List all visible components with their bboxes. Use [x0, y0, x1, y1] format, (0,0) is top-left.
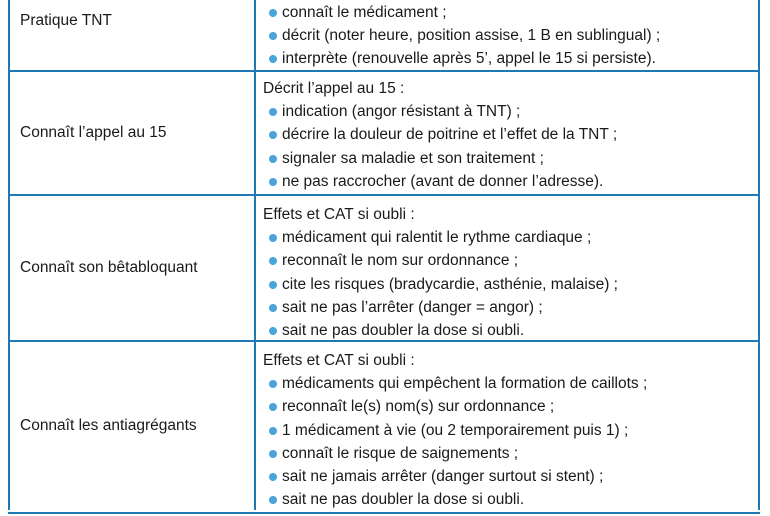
list-item-text: médicament qui ralentit le rythme cardiaque ; [282, 229, 592, 247]
bullet-icon [269, 108, 277, 116]
criterion-details [256, 0, 758, 70]
list-item-text: reconnaît le nom sur ordonnance ; [282, 252, 519, 270]
criterion-intro: Effets et CAT si oubli : [263, 206, 415, 223]
table-row [8, 196, 760, 342]
list-item-text: sait ne pas doubler la dose si oubli. [282, 491, 525, 509]
bullet-icon [269, 304, 277, 312]
criterion-label: Connaît les antiagrégants [10, 342, 256, 510]
criterion-items [263, 372, 752, 511]
list-item-text: 1 médicament à vie (ou 2 temporairement puis 1) ; [282, 421, 629, 439]
list-item [263, 372, 752, 395]
list-item [263, 419, 752, 442]
table-row [8, 0, 760, 72]
list-item [263, 319, 752, 342]
list-item-text: indication (angor résistant à TNT) ; [282, 103, 521, 121]
list-item-text: décrire la douleur de poitrine et l’effet de la TNT ; [282, 126, 618, 144]
criterion-items [263, 100, 752, 193]
education-criteria-table [8, 0, 760, 510]
list-item [263, 273, 752, 296]
bullet-icon [269, 473, 277, 481]
criterion-items [263, 226, 752, 342]
list-item-text: interprète (renouvelle après 5’, appel le 15 si persiste). [282, 50, 656, 68]
bullet-icon [269, 131, 277, 139]
table-bottom-border [8, 512, 760, 514]
list-item [263, 465, 752, 488]
list-item [263, 442, 752, 465]
list-item-text: connaît le risque de saignements ; [282, 444, 519, 462]
list-item-text: reconnaît le(s) nom(s) sur ordonnance ; [282, 398, 555, 416]
bullet-icon [269, 327, 277, 335]
list-item [263, 395, 752, 418]
bullet-icon [269, 427, 277, 435]
list-item [263, 100, 752, 123]
criterion-details [256, 72, 758, 194]
criterion-label: Pratique TNT [10, 0, 256, 70]
bullet-icon [269, 55, 277, 63]
list-item-text: connaît le médicament ; [282, 4, 447, 21]
list-item-text: cite les risques (bradycardie, asthénie, malaise) ; [282, 275, 618, 293]
list-item [263, 226, 752, 249]
bullet-icon [269, 496, 277, 504]
list-item [263, 1, 752, 24]
bullet-icon [269, 9, 277, 17]
bullet-icon [269, 257, 277, 265]
bullet-icon [269, 178, 277, 186]
list-item-text: signaler sa maladie et son traitement ; [282, 149, 544, 167]
criterion-details [256, 196, 758, 340]
list-item [263, 123, 752, 146]
criterion-items [263, 1, 752, 71]
criterion-label: Connaît l’appel au 15 [10, 72, 256, 194]
bullet-icon [269, 403, 277, 411]
list-item-text: sait ne pas l’arrêter (danger = angor) ; [282, 298, 543, 316]
criterion-intro: Décrit l’appel au 15 : [263, 80, 405, 97]
bullet-icon [269, 155, 277, 163]
list-item-text: médicaments qui empêchent la formation de caillots ; [282, 375, 648, 393]
criterion-label: Connaît son bêtabloquant [10, 196, 256, 340]
list-item [263, 24, 752, 47]
bullet-icon [269, 281, 277, 289]
bullet-icon [269, 234, 277, 242]
list-item-text: sait ne pas doubler la dose si oubli. [282, 322, 525, 340]
list-item [263, 488, 752, 511]
list-item [263, 249, 752, 272]
list-item-text: sait ne jamais arrêter (danger surtout si stent) ; [282, 468, 604, 486]
list-item-text: décrit (noter heure, position assise, 1 B en sublingual) ; [282, 27, 661, 45]
criterion-intro: Effets et CAT si oubli : [263, 352, 415, 369]
list-item [263, 147, 752, 170]
bullet-icon [269, 450, 277, 458]
list-item [263, 170, 752, 193]
bullet-icon [269, 380, 277, 388]
list-item [263, 296, 752, 319]
table-row [8, 72, 760, 196]
criterion-details [256, 342, 758, 510]
table-row [8, 342, 760, 510]
list-item [263, 47, 752, 70]
list-item-text: ne pas raccrocher (avant de donner l’adresse). [282, 172, 604, 190]
bullet-icon [269, 32, 277, 40]
